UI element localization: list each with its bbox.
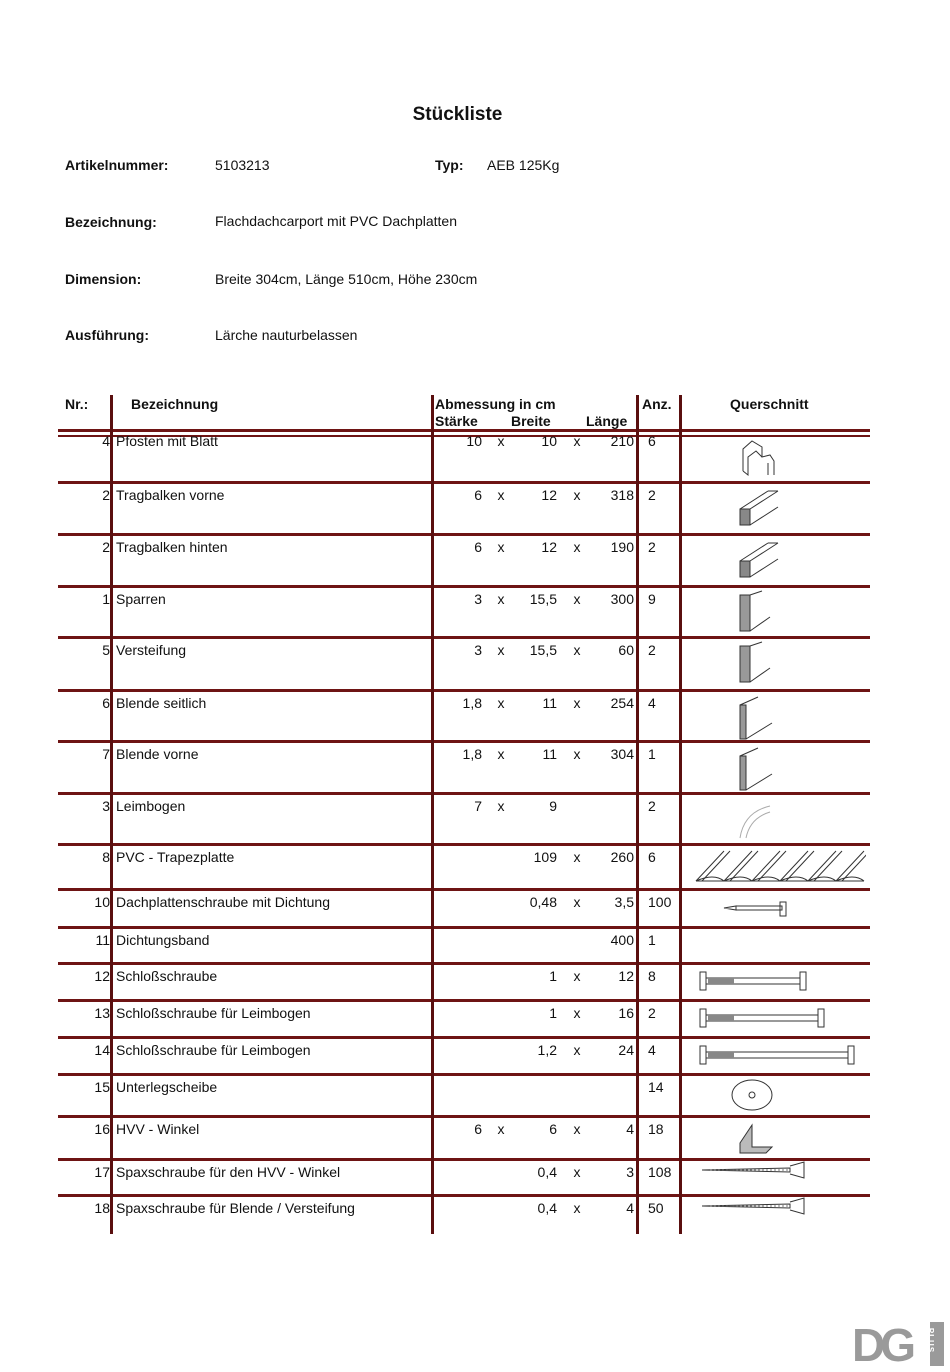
designation-value: Flachdachcarport mit PVC Dachplatten	[215, 213, 457, 229]
row-designation: Leimbogen	[116, 798, 186, 814]
table-row-rule	[58, 1115, 870, 1118]
article-number-value: 5103213	[215, 157, 270, 173]
row-designation: HVV - Winkel	[116, 1121, 200, 1137]
row-width: 10	[541, 433, 557, 449]
row-times-2: x	[573, 968, 581, 984]
row-thickness: 1,8	[462, 695, 482, 711]
board-profile-icon	[738, 695, 778, 741]
row-length: 16	[618, 1005, 634, 1021]
row-nr: 14	[94, 1042, 110, 1058]
carriage-bolt-icon	[698, 970, 810, 994]
rafter-profile-icon	[738, 589, 778, 635]
wood-screw-icon	[700, 1196, 820, 1218]
row-thickness: 7	[474, 798, 482, 814]
row-nr: 4	[102, 433, 110, 449]
row-nr: 11	[95, 932, 110, 948]
row-width: 1,2	[537, 1042, 557, 1058]
row-width: 15,5	[529, 591, 557, 607]
row-designation: Dachplattenschraube mit Dichtung	[116, 894, 331, 910]
row-nr: 5	[102, 642, 110, 658]
table-header-rule	[58, 429, 870, 432]
row-quantity: 6	[648, 433, 656, 449]
logo-plus-bar	[926, 1322, 944, 1366]
row-nr: 2	[102, 539, 110, 555]
row-nr: 3	[102, 798, 110, 814]
table-row-rule	[58, 740, 870, 743]
row-length: 260	[610, 849, 634, 865]
row-times-2: x	[573, 894, 581, 910]
row-length: 24	[618, 1042, 634, 1058]
row-quantity: 100	[648, 894, 672, 910]
row-quantity: 2	[648, 642, 656, 658]
table-row-rule	[58, 792, 870, 795]
row-quantity: 108	[648, 1164, 672, 1180]
row-times-1: x	[497, 487, 505, 503]
row-quantity: 1	[648, 746, 656, 762]
row-length: 300	[610, 591, 634, 607]
board-profile-icon	[738, 746, 778, 792]
row-quantity: 9	[648, 591, 656, 607]
row-times-1: x	[497, 539, 505, 555]
table-row-rule	[58, 1073, 870, 1076]
table-row-rule	[58, 585, 870, 588]
row-times-2: x	[573, 591, 581, 607]
row-times-2: x	[573, 1164, 581, 1180]
row-quantity: 4	[648, 695, 656, 711]
row-quantity: 2	[648, 1005, 656, 1021]
beam-profile-icon	[738, 539, 782, 579]
row-times-2: x	[573, 642, 581, 658]
type-label: Typ:	[435, 157, 464, 173]
finish-value: Lärche nauturbelassen	[215, 327, 358, 343]
row-thickness: 6	[474, 539, 482, 555]
row-designation: Tragbalken vorne	[116, 487, 225, 503]
wood-screw-icon	[700, 1160, 820, 1182]
row-times-2: x	[573, 1005, 581, 1021]
row-times-1: x	[497, 642, 505, 658]
row-quantity: 8	[648, 968, 656, 984]
carriage-bolt-icon	[698, 1044, 858, 1068]
roof-screw-icon	[722, 900, 794, 918]
row-nr: 8	[102, 849, 110, 865]
row-quantity: 14	[648, 1079, 664, 1095]
row-length: 4	[626, 1200, 634, 1216]
table-row-rule	[58, 926, 870, 929]
row-width: 11	[542, 695, 557, 711]
type-value: AEB 125Kg	[487, 157, 560, 173]
row-nr: 6	[102, 695, 110, 711]
row-times-2: x	[573, 433, 581, 449]
row-designation: Blende vorne	[116, 746, 199, 762]
washer-icon	[730, 1077, 776, 1113]
row-length: 400	[610, 932, 634, 948]
row-quantity: 50	[648, 1200, 664, 1216]
col-thickness-header: Stärke	[435, 413, 478, 429]
col-dimensions-header: Abmessung in cm	[435, 396, 556, 412]
row-thickness: 10	[466, 433, 482, 449]
dg-plus-logo	[852, 1318, 932, 1371]
row-quantity: 1	[648, 932, 656, 948]
col-width-header: Breite	[511, 413, 551, 429]
row-quantity: 18	[648, 1121, 664, 1137]
row-nr: 12	[94, 968, 110, 984]
row-length: 318	[610, 487, 634, 503]
row-times-2: x	[573, 849, 581, 865]
row-times-1: x	[497, 695, 505, 711]
table-row-rule	[58, 1036, 870, 1039]
table-column-rule	[679, 395, 682, 1234]
row-width: 109	[533, 849, 557, 865]
row-quantity: 2	[648, 539, 656, 555]
row-designation: Schloßschraube	[116, 968, 218, 984]
row-length: 12	[618, 968, 634, 984]
row-times-1: x	[497, 591, 505, 607]
row-times-1: x	[497, 746, 505, 762]
dimension-value: Breite 304cm, Länge 510cm, Höhe 230cm	[215, 271, 478, 287]
row-length: 4	[626, 1121, 634, 1137]
row-nr: 17	[94, 1164, 110, 1180]
table-column-rule	[110, 395, 113, 1234]
row-width: 0,4	[537, 1200, 557, 1216]
row-designation: Schloßschraube für Leimbogen	[116, 1042, 311, 1058]
glulam-arch-icon	[736, 802, 776, 842]
row-width: 1	[549, 968, 557, 984]
row-times-2: x	[573, 539, 581, 555]
col-designation-header: Bezeichnung	[131, 396, 219, 412]
table-column-rule	[431, 395, 434, 1234]
rafter-profile-icon	[738, 640, 778, 686]
row-quantity: 4	[648, 1042, 656, 1058]
table-row-rule	[58, 636, 870, 639]
table-row-rule	[58, 481, 870, 484]
row-thickness: 6	[474, 487, 482, 503]
designation-label: Bezeichnung:	[65, 214, 157, 230]
row-times-2: x	[573, 1200, 581, 1216]
article-number-label: Artikelnummer:	[65, 157, 169, 173]
col-qty-header: Anz.	[642, 396, 672, 412]
row-length: 3,5	[614, 894, 634, 910]
row-width: 9	[549, 798, 557, 814]
table-row-rule	[58, 689, 870, 692]
page-title: Stückliste	[412, 104, 503, 125]
row-times-2: x	[573, 746, 581, 762]
row-times-1: x	[497, 1121, 505, 1137]
row-designation: Schloßschraube für Leimbogen	[116, 1005, 311, 1021]
row-nr: 15	[94, 1079, 110, 1095]
row-nr: 7	[102, 746, 110, 762]
row-length: 60	[618, 642, 634, 658]
row-length: 304	[610, 746, 634, 762]
row-length: 210	[610, 433, 634, 449]
row-width: 0,4	[537, 1164, 557, 1180]
table-column-rule	[636, 395, 639, 1234]
post-with-blade-icon	[738, 437, 778, 477]
row-nr: 16	[94, 1121, 110, 1137]
row-width: 0,48	[529, 894, 557, 910]
row-width: 6	[549, 1121, 557, 1137]
row-length: 3	[626, 1164, 634, 1180]
finish-label: Ausführung:	[65, 327, 149, 343]
row-width: 11	[542, 746, 557, 762]
dimension-label: Dimension:	[65, 271, 142, 287]
row-times-2: x	[573, 1121, 581, 1137]
row-width: 15,5	[529, 642, 557, 658]
row-quantity: 2	[648, 798, 656, 814]
row-thickness: 3	[474, 642, 482, 658]
row-nr: 10	[94, 894, 110, 910]
row-times-1: x	[497, 433, 505, 449]
angle-bracket-icon	[736, 1121, 776, 1157]
row-designation: Blende seitlich	[116, 695, 207, 711]
row-nr: 2	[102, 487, 110, 503]
row-width: 12	[541, 539, 557, 555]
row-designation: Versteifung	[116, 642, 187, 658]
logo-text: DG	[852, 1319, 911, 1371]
row-thickness: 1,8	[462, 746, 482, 762]
row-designation: Dichtungsband	[116, 932, 210, 948]
table-row-rule	[58, 533, 870, 536]
row-designation: Tragbalken hinten	[116, 539, 228, 555]
row-quantity: 2	[648, 487, 656, 503]
row-width: 1	[549, 1005, 557, 1021]
row-designation: Spaxschraube für den HVV - Winkel	[116, 1164, 341, 1180]
row-thickness: 6	[474, 1121, 482, 1137]
col-nr-header: Nr.:	[65, 396, 89, 412]
row-designation: PVC - Trapezplatte	[116, 849, 235, 865]
row-width: 12	[541, 487, 557, 503]
row-designation: Spaxschraube für Blende / Versteifung	[116, 1200, 355, 1216]
col-length-header: Länge	[586, 413, 628, 429]
row-length: 254	[610, 695, 634, 711]
row-times-1: x	[497, 798, 505, 814]
trapezoidal-sheet-icon	[694, 847, 866, 885]
table-row-rule	[58, 888, 870, 891]
carriage-bolt-icon	[698, 1007, 828, 1031]
col-cross-section-header: Querschnitt	[730, 396, 809, 412]
table-row-rule	[58, 999, 870, 1002]
row-quantity: 6	[648, 849, 656, 865]
beam-profile-icon	[738, 487, 782, 527]
row-nr: 18	[94, 1200, 110, 1216]
row-times-2: x	[573, 695, 581, 711]
row-designation: Unterlegscheibe	[116, 1079, 218, 1095]
row-times-2: x	[573, 1042, 581, 1058]
row-thickness: 3	[474, 591, 482, 607]
table-row-rule	[58, 962, 870, 965]
row-nr: 1	[102, 591, 110, 607]
row-designation: Pfosten mit Blatt	[116, 433, 218, 449]
table-row-rule	[58, 843, 870, 846]
row-length: 190	[610, 539, 634, 555]
row-times-2: x	[573, 487, 581, 503]
row-designation: Sparren	[116, 591, 166, 607]
row-nr: 13	[94, 1005, 110, 1021]
logo-subtext: PLUS	[926, 1327, 936, 1354]
